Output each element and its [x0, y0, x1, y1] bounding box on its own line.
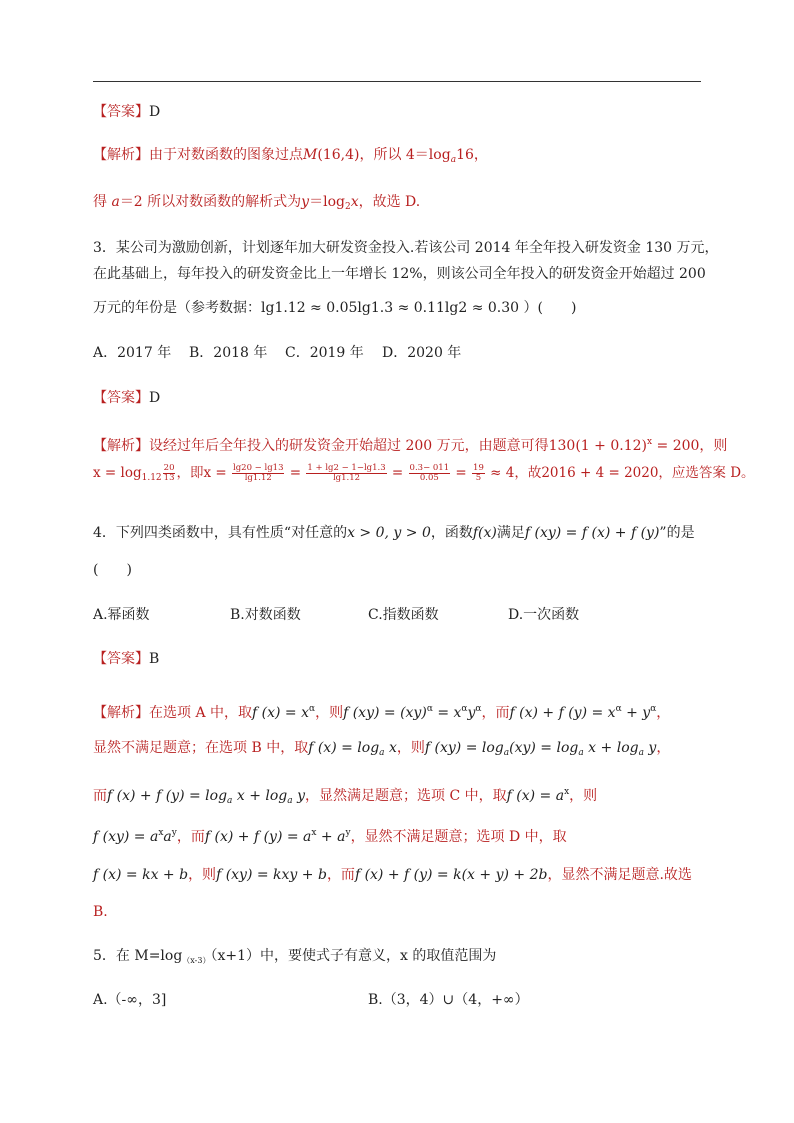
denominator: lg1.12 [244, 473, 272, 483]
question-4-line-1 [93, 523, 708, 543]
text: 5．在 M=log [93, 948, 183, 964]
option-a: A.（-∞，3] [93, 992, 167, 1008]
text: ，显然不满足题意.故选 [547, 867, 692, 883]
header-rule [93, 81, 701, 82]
subscript: a [450, 155, 457, 165]
math: f (x) + f (y) = a [204, 829, 312, 845]
text: ，则 [188, 867, 217, 883]
question-3-line-1: 3．某公司为激励创新，计划逐年加大研发资金投入.若该公司 2014 年全年投入研发资金 130 万元， [93, 240, 719, 256]
text: ≈ 4，故2016 + 4 = 2020，应选答案 D。 [485, 465, 755, 481]
math: M [303, 147, 318, 163]
math: a [111, 194, 120, 210]
analysis-3-line-1 [93, 432, 728, 456]
numerator: 0.3− 011 [409, 463, 450, 473]
text: 设经过年后全年投入的研发资金开始超过 200 万元，由题意可得130(1 + 0.12) [149, 438, 647, 454]
math: = x [432, 705, 462, 721]
subscript: a [503, 748, 510, 758]
analysis-tag: 【解析】 [93, 438, 149, 454]
math: f (x) = a [506, 788, 565, 804]
analysis-4-line-2 [93, 738, 708, 763]
math: y [301, 194, 310, 210]
analysis-1-line-2 [93, 192, 708, 217]
superscript: x [564, 787, 570, 797]
text: ，则 [569, 788, 598, 804]
question-4-line-2: ( ) [93, 562, 132, 578]
math: y [467, 705, 476, 721]
question-3-line-2: 在此基础上，每年投入的研发资金比上一年增长 12%，则该公司全年投入的研发资金开始超过 200 [93, 266, 706, 282]
fraction [472, 464, 485, 483]
option-d: D.一次函数 [508, 607, 580, 623]
math: f (x) + f (y) = k(x + y) + 2b [354, 867, 548, 883]
text: (16,4) [317, 147, 360, 163]
analysis-tag: 【解析】 [93, 147, 149, 163]
answer-3 [93, 388, 708, 408]
text: ＝2 所以对数函数的解析式为 [119, 194, 302, 210]
question-3-line-3: 万元的年份是（参考数据：lg1.12 ≈ 0.05lg1.3 ≈ 0.11lg2 ≈ 0.30 ）( ) [93, 300, 577, 316]
superscript: x [646, 437, 653, 447]
text: ，则 [315, 705, 344, 721]
option-c: C．2019 年 [285, 345, 364, 361]
math: y [643, 740, 657, 756]
text: ，则 [396, 740, 425, 756]
math: x > 0, y > 0 [347, 525, 431, 541]
option-b: B．2018 年 [189, 345, 268, 361]
text: 而 [93, 788, 107, 804]
superscript: α [615, 704, 622, 714]
math: f (xy) = (xy) [343, 705, 427, 721]
text: ，显然满足题意；选项 C 中，取 [305, 788, 507, 804]
math: f (x) = log [308, 740, 380, 756]
subscript: a [379, 748, 385, 758]
option-b: B.（3，4）∪（4，+∞） [368, 992, 529, 1008]
denominator: lg1.12 [332, 473, 361, 483]
math: f (xy) = f (x) + f (y) [524, 525, 660, 541]
answer-4 [93, 649, 708, 669]
math: x + log [583, 740, 639, 756]
text: ，而 [326, 867, 355, 883]
math: f (x) + f (y) = x [509, 705, 616, 721]
text: 在选项 A 中，取 [149, 705, 253, 721]
math: + a [316, 829, 346, 845]
subscript: a [638, 748, 644, 758]
question-3-options [93, 343, 708, 363]
fraction [232, 464, 284, 483]
answer-value: D [149, 390, 161, 406]
text: ，显然不满足题意；选项 D 中，取 [350, 829, 567, 845]
math: f (xy) = a [93, 829, 159, 845]
math: x + log [232, 788, 288, 804]
text: （x+1）中，要使式子有意义，x 的取值范围为 [210, 948, 497, 964]
text: ， [656, 740, 671, 756]
text: = 200，则 [652, 438, 728, 454]
math: (xy) = log [509, 740, 579, 756]
text: ”的是 [659, 525, 695, 541]
analysis-4-line-4 [93, 823, 708, 847]
text: = [387, 465, 408, 481]
superscript: y [345, 828, 351, 838]
subscript: 1.12 [141, 473, 162, 483]
text: ＝log [309, 194, 345, 210]
option-b: B.对数函数 [230, 607, 301, 623]
math: x [350, 194, 359, 210]
numerator: 20 [163, 463, 175, 473]
analysis-4-line-6: B. [93, 904, 108, 920]
superscript: α [461, 704, 468, 714]
question-4-options [93, 605, 708, 625]
math: f (xy) = log [424, 740, 504, 756]
analysis-4-line-3 [93, 782, 708, 811]
text: 显然不满足题意；在选项 B 中，取 [93, 740, 309, 756]
option-a: A.幂函数 [93, 607, 150, 623]
subscript: a [227, 796, 233, 806]
answer-tag: 【答案】 [93, 390, 149, 406]
text: ，所以 4＝log [359, 147, 451, 163]
analysis-4-line-1 [93, 699, 708, 723]
math: x [384, 740, 397, 756]
superscript: α [426, 704, 433, 714]
text: ，而 [481, 705, 510, 721]
text: ，而 [176, 829, 205, 845]
math: f (x) + f (y) = log [107, 788, 228, 804]
answer-value: B [149, 651, 160, 667]
superscript: x [311, 828, 317, 838]
option-a: A．2017 年 [93, 345, 172, 361]
text: x = log [93, 465, 142, 481]
math: + y [621, 705, 651, 721]
fraction [306, 464, 386, 483]
text: = [285, 465, 306, 481]
text: ，即x = [176, 465, 231, 481]
subscript: （x-3） [182, 956, 211, 965]
math: f (x) = x [252, 705, 309, 721]
answer-tag: 【答案】 [93, 651, 149, 667]
text: 由于对数函数的图象过点 [149, 147, 303, 163]
numerator: 19 [473, 463, 484, 473]
math: f(x) [472, 525, 497, 541]
math: f (x) = kx + b [93, 867, 189, 883]
superscript: y [171, 828, 177, 838]
denominator: 0.05 [419, 473, 439, 483]
answer-1 [93, 102, 708, 122]
option-d: D．2020 年 [382, 345, 462, 361]
text: ，函数 [430, 525, 473, 541]
analysis-1-line-1 [93, 145, 708, 170]
text: 4．下列四类函数中，具有性质“对任意的 [93, 525, 348, 541]
answer-value: D [149, 104, 161, 120]
denominator: 5 [475, 473, 482, 483]
numerator: 1 + lg2 − 1−lg1.3 [307, 463, 386, 473]
question-5-options [93, 990, 708, 1010]
superscript: x [158, 828, 164, 838]
superscript: α [309, 704, 316, 714]
math: a [163, 829, 172, 845]
analysis-3-line-2 [93, 463, 755, 488]
option-c: C.指数函数 [368, 607, 439, 623]
subscript: a [578, 748, 584, 758]
answer-tag: 【答案】 [93, 104, 149, 120]
denominator: 13 [163, 473, 175, 483]
fraction [163, 464, 176, 483]
analysis-tag: 【解析】 [93, 705, 149, 721]
text: 16， [456, 147, 488, 163]
question-5-line-1 [93, 946, 708, 971]
text: ， [656, 705, 671, 721]
math: f (xy) = kxy + b [216, 867, 327, 883]
text: 得 [93, 194, 112, 210]
superscript: α [475, 704, 482, 714]
subscript: 2 [344, 202, 351, 212]
fraction [409, 464, 451, 483]
analysis-4-line-5 [93, 865, 708, 885]
text: 满足 [496, 525, 525, 541]
math: y [292, 788, 306, 804]
text: ，故选 D. [358, 194, 421, 210]
numerator: lg20 − lg13 [233, 463, 284, 473]
subscript: a [287, 796, 293, 806]
text: = [451, 465, 472, 481]
superscript: α [650, 704, 657, 714]
